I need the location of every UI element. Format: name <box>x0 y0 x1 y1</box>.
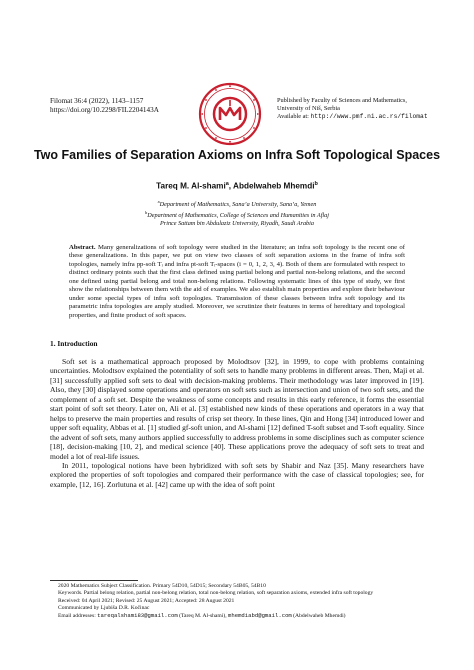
keywords: Keywords. Partial belong relation, partial non-belong relation, total non-belong relation, soft separation axioms, extended infra soft topology <box>58 590 374 597</box>
email-owner: (Tareq M. Al-shami), <box>177 613 228 620</box>
affiliations <box>0 198 474 228</box>
email-label: Email addresses: <box>58 613 98 620</box>
university-seal-icon <box>198 82 262 146</box>
affiliation-b-line2: Prince Sattam bin Abdulaziz University, Riyadh, Saudi Arabia <box>160 219 314 227</box>
affiliation-mark: a <box>157 199 160 204</box>
email-link[interactable]: mhemdiabd@gmail.com <box>228 612 292 620</box>
affiliation-mark: b <box>145 209 148 215</box>
abstract <box>69 244 405 320</box>
section-heading: 1. Introduction <box>50 339 98 348</box>
abstract-label: Abstract. <box>69 244 96 251</box>
email-link[interactable]: tareqalshami83@gmail.com <box>97 612 178 620</box>
availability-line <box>277 113 428 121</box>
body-text <box>50 357 424 489</box>
affiliation-text: Department of Mathematics, Sana’a University, Sana’a, Yemen <box>159 201 317 209</box>
email-owner: (Abdelwaheb Mhemdi) <box>291 613 346 620</box>
available-label: Available at: <box>277 113 311 121</box>
author-separator: , <box>228 181 234 191</box>
affiliation-mark: b <box>314 181 318 187</box>
publisher-info <box>277 97 428 122</box>
abstract-text: Many generalizations of soft topology were studied in the literature; an infra soft topology is the recent one of these generalizations. In this paper, we put on view two classes of soft separation axioms in the frame of infra soft topologies, namely infra pp-soft Tᵢ and infra pt-soft Tᵢ-spaces (i = 0, 1, 2, 3, 4). Both of them are formulated with respect to distinct ordinary points such that the first class defined using partial belong and partial non-belong relations, and the second one defined using partial belong and total non-belong relations. Following systematic lines of this type of study, we first show the relationships between them with the aid of examples. We also establish main properties and explore their behaviour under some special types of infra soft topologies. Transmission of these classes between infra soft topology and its parametric infra topologies are amply studied. Moreover, we scrutinize their features in terms of hereditary and topological properties, and finite product of soft spaces. <box>69 244 405 319</box>
author-name: Tareq M. Al-shami <box>156 181 226 191</box>
email-addresses <box>50 612 424 620</box>
received-dates: Received: 04 April 2021; Revised: 25 August 2021; Accepted: 28 August 2021 <box>58 597 235 604</box>
doi-link[interactable]: https://doi.org/10.2298/FIL2204143A <box>50 106 159 114</box>
journal-header <box>50 97 159 115</box>
paragraph: In 2011, topological notions have been hybridized with soft sets by Shabir and Naz [35]. Many researchers have explored the properties of soft topologies and compared their performance with the case of classical topologies; see, for example, [12, 16]. Zorlutuna et al. [42] came up with the idea of soft point <box>50 460 424 489</box>
university-line: University of Niš, Serbia <box>277 105 340 113</box>
msc-classification: 2020 Mathematics Subject Classification. Primary 54D10, 54D15; Secondary 54B05, 54B10 <box>58 583 266 589</box>
journal-url-link[interactable]: http://www.pmf.ni.ac.rs/filomat <box>310 113 428 121</box>
footnotes <box>50 583 424 620</box>
affiliation-b <box>0 209 474 220</box>
paragraph: Soft set is a mathematical approach proposed by Molodtsov [32], in 1999, to cope with problems containing uncertainties. Molodtsov explained the potentiality of soft sets to handle many problems in different areas. Then, Maji et al. [31] successfully applied soft sets to deal with decision-making problems. Their methodology was later improved in [19]. Also, they [30] displayed some operations and operators on soft sets such as intersection and union of two soft sets, and the complement of a soft set. Despite the weakness of some concepts and results in this early reference, it forms the essential start point of soft set theory. Later on, Ali et al. [3] established new kinds of these operations and operators in a way that helps to preserve the main properties and results of crisp set theory. In these lines, Qin and Hong [34] introduced lower and upper soft equality, Abbas et al. [1] studied gf-soft union, and Al-shami [12] defined T-soft subset and T-soft equality. Since the advent of soft sets, many authors applied successfully to address problems in some disciplines such as computer science [18], decision-making [10, 2], and medical science [40]. These applications prove the adequacy of soft sets to treat and model a lot of real-life issues. <box>50 357 424 461</box>
affiliation-text: Department of Mathematics, College of Sciences and Humanities in Aflaj <box>147 211 329 219</box>
footnote-rule <box>50 580 138 581</box>
publisher-line: Published by Faculty of Sciences and Mathematics, <box>277 97 407 104</box>
paper-title: Two Families of Separation Axioms on Infra Soft Topological Spaces <box>33 148 441 162</box>
author-name: Abdelwaheb Mhemdi <box>233 181 315 191</box>
journal-citation: Filomat 36:4 (2022), 1143–1157 <box>50 97 144 105</box>
communicated-by: Communicated by Ljubiša D.R. Kočinac <box>58 604 150 611</box>
affiliation-a <box>0 198 474 209</box>
affiliation-mark: a <box>225 181 229 187</box>
author-list <box>0 181 474 191</box>
